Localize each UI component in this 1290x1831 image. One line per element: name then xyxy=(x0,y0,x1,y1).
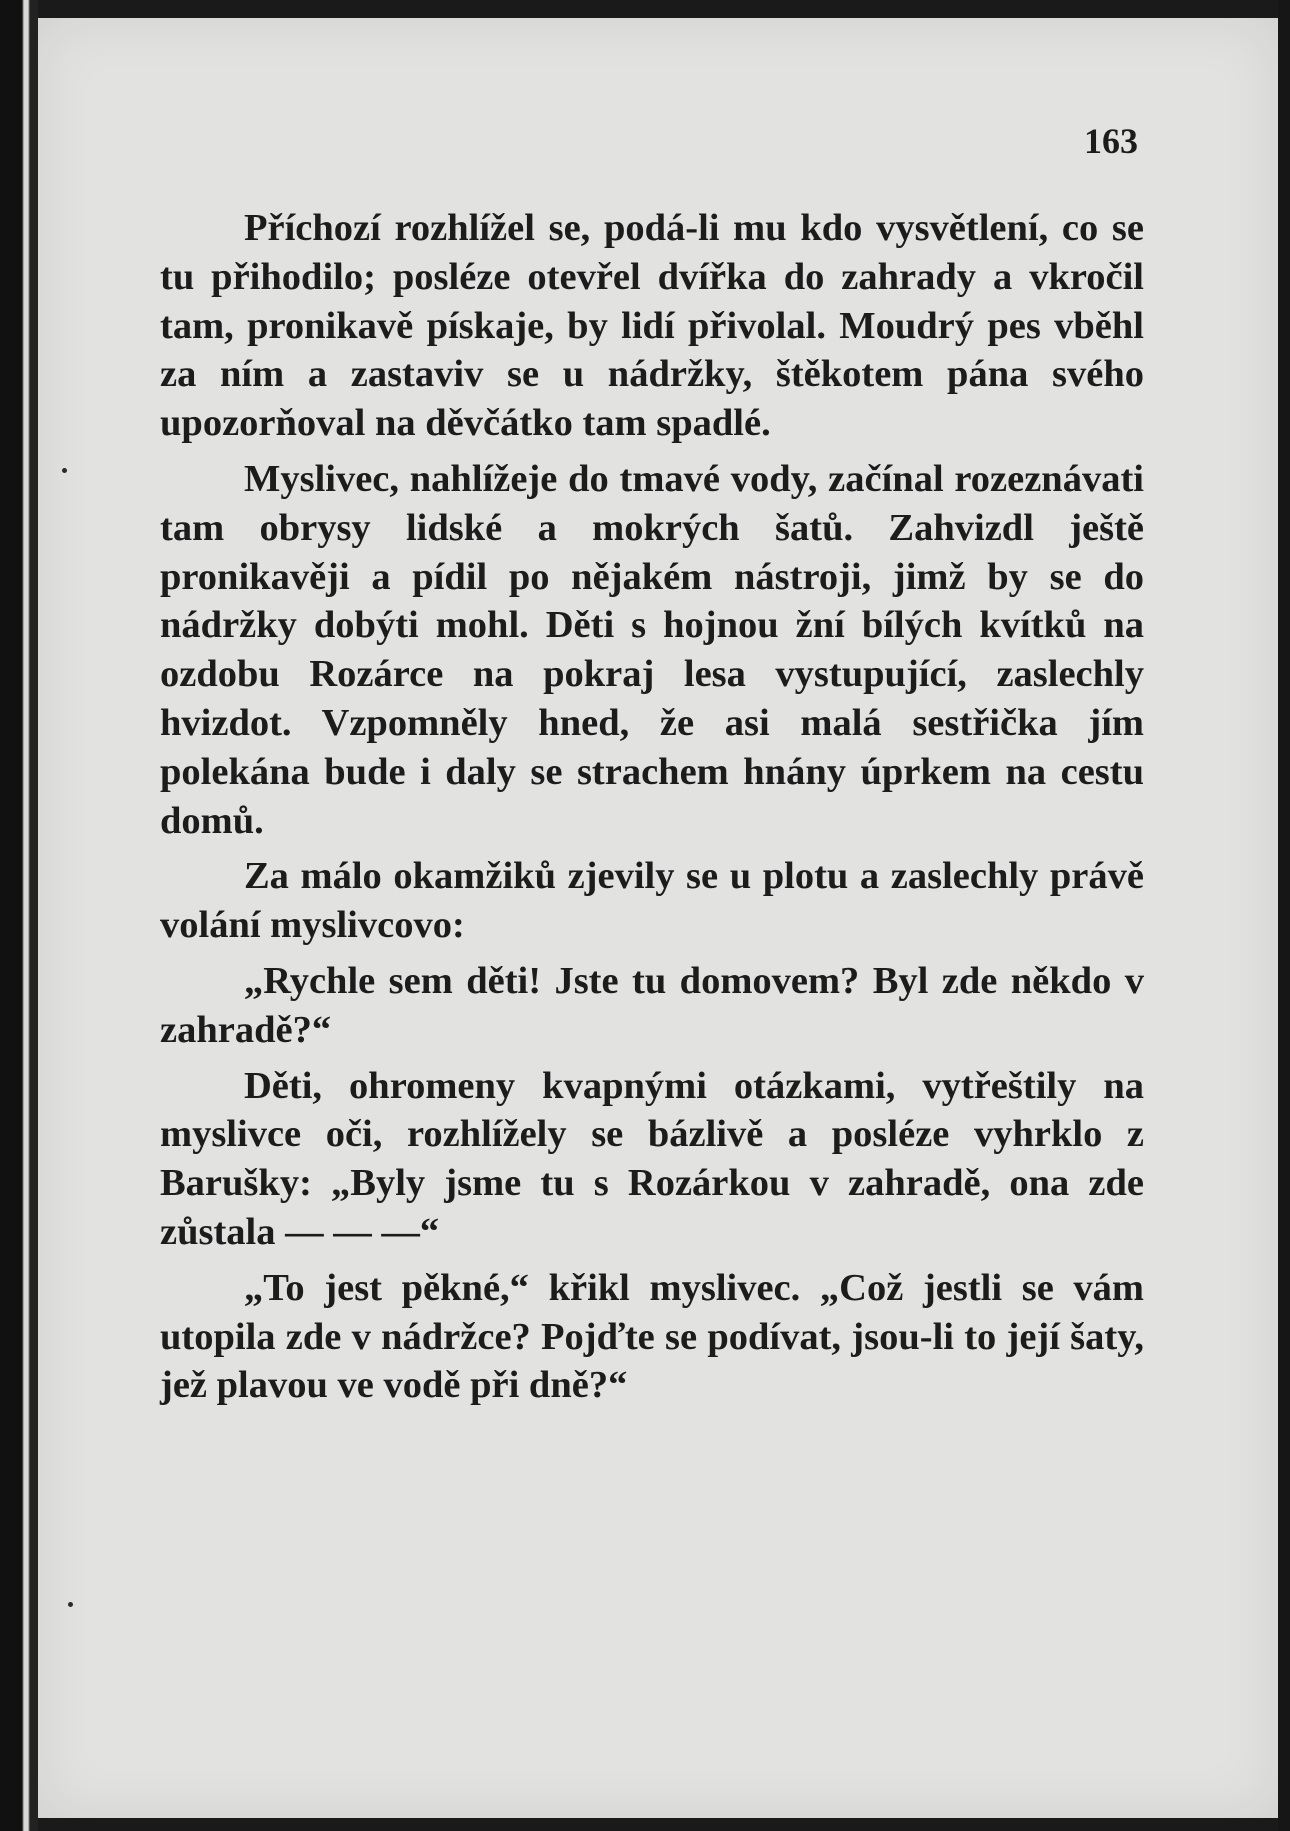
print-speck xyxy=(62,468,67,473)
book-page xyxy=(38,18,1278,1818)
paragraph-6-dialogue: „To jest pěkné,“ křikl myslivec. „Což jestli se vám utopila zde v nádržce? Pojďte se podívat, jsou-li to její šaty, jež plavou ve vodě při dně?“ xyxy=(160,1266,1144,1407)
print-speck xyxy=(68,1602,73,1607)
scan-border xyxy=(1278,0,1290,1831)
paragraph-3: Za málo okamžiků zjevily se u plotu a zaslechly právě volání myslivcovo: xyxy=(160,855,1144,947)
paragraph-2: Myslivec, nahlížeje do tmavé vody, začínal rozeznávati tam obrysy lidské a mokrých šatů. Zahvizdl ještě pronikavěji a pídil po nějakém nástroji, jimž by se do nádržky dobýti mohl. Děti s hojnou žní bílých kvítků na ozdobu Rozárce na pokraj lesa vystupující, zaslechly hvizdot. Vzpomněly hned, že asi malá sestřička jím polekána bude i daly se strachem hnány úprkem na cestu domů. xyxy=(160,457,1144,842)
page-number: 163 xyxy=(1084,121,1138,161)
paragraph-1: Příchozí rozhlížel se, podá-li mu kdo vysvětlení, co se tu přihodilo; posléze otevřel dvířka do zahrady a vkročil tam, pronikavě pískaje, by lidí přivolal. Moudrý pes vběhl za ním a zastaviv se u nádržky, štěkotem pána svého upozorňoval na děvčátko tam spadlé. xyxy=(160,207,1144,445)
paragraph-5: Děti, ohromeny kvapnými otázkami, vytřeštily na myslivce oči, rozhlížely se bázlivě a posléze vyhrklo z Barušky: „Byly jsme tu s Rozárkou v zahradě, ona zde zůstala — — —“ xyxy=(160,1064,1144,1253)
paragraph-4-dialogue: „Rychle sem děti! Jste tu domovem? Byl zde někdo v zahradě?“ xyxy=(160,959,1144,1051)
book-spine-edge xyxy=(0,0,38,1831)
body-text xyxy=(160,204,1144,1417)
